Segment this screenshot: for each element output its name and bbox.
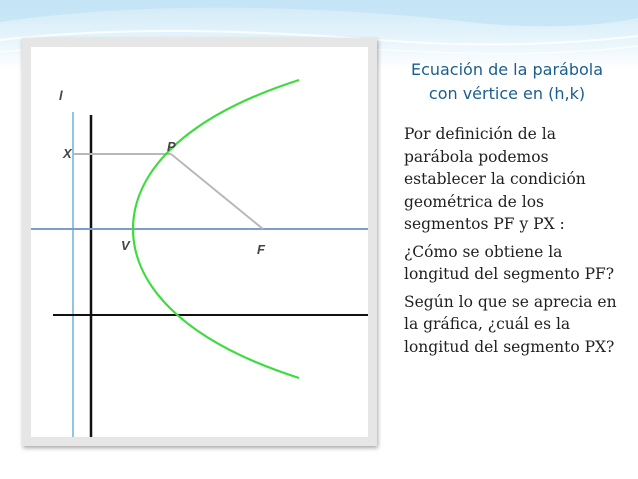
label-x-point: X (63, 146, 72, 161)
label-focus: F (257, 242, 265, 257)
label-vertex: V (121, 238, 130, 253)
segment-pf (171, 154, 263, 229)
slide-title (392, 58, 622, 106)
diagram-canvas (31, 47, 368, 437)
paragraph-question-pf: ¿Cómo se obtiene la longitud del segmento PF? (404, 242, 615, 283)
label-directrix: l (59, 88, 63, 103)
paragraph-question-px: Según lo que se aprecia en la gráfica, ¿cuál es la longitud del segmento PX? (404, 292, 617, 356)
diagram-frame (22, 38, 377, 446)
parabola-diagram (31, 47, 368, 437)
label-point-p: P (167, 139, 176, 154)
title-line-2: con vértice en (h,k) (428, 84, 586, 103)
title-line-1: Ecuación de la parábola (410, 60, 604, 79)
slide-body (404, 123, 630, 363)
paragraph-definition: Por definición de la parábola podemos establecer la condición geométrica de los segmentos PF y PX : (404, 125, 586, 233)
